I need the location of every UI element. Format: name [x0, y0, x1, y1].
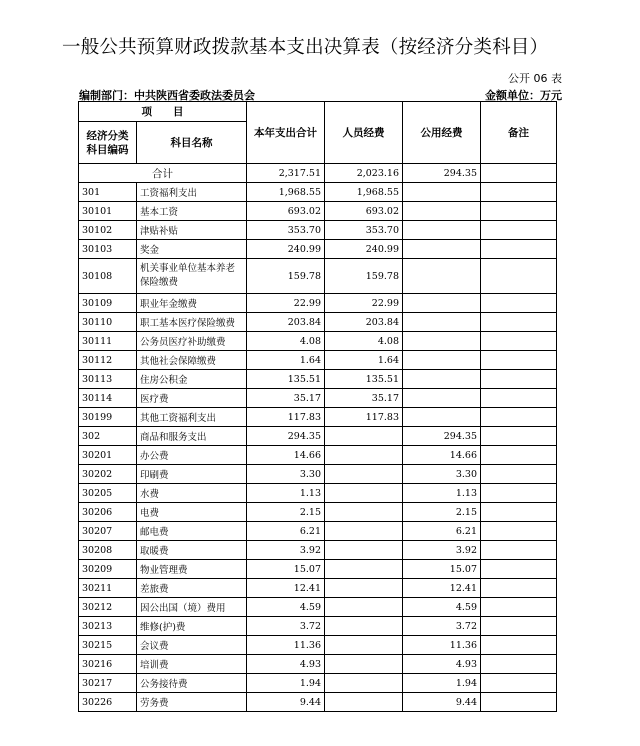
row-remark	[481, 503, 557, 522]
row-name: 医疗费	[137, 389, 247, 408]
row-name: 奖金	[137, 240, 247, 259]
row-remark	[481, 598, 557, 617]
row-public	[403, 370, 481, 389]
table-row	[79, 617, 557, 636]
row-public	[403, 332, 481, 351]
row-public: 3.72	[403, 617, 481, 636]
table-row	[79, 351, 557, 370]
row-remark	[481, 427, 557, 446]
row-remark	[481, 221, 557, 240]
row-personnel: 1,968.55	[325, 183, 403, 202]
row-name: 住房公积金	[137, 370, 247, 389]
row-public: 1.94	[403, 674, 481, 693]
table-row	[79, 636, 557, 655]
row-code: 302	[79, 427, 137, 446]
row-remark	[481, 332, 557, 351]
row-name: 邮电费	[137, 522, 247, 541]
row-name: 维修(护)费	[137, 617, 247, 636]
table-row	[79, 522, 557, 541]
row-total: 9.44	[247, 693, 325, 712]
row-name: 因公出国（境）费用	[137, 598, 247, 617]
header-code: 经济分类科目编码	[79, 122, 137, 164]
row-public: 2.15	[403, 503, 481, 522]
table-number: 公开 06 表	[508, 72, 562, 85]
table-row	[79, 221, 557, 240]
row-public	[403, 313, 481, 332]
row-code: 30202	[79, 465, 137, 484]
row-name: 物业管理费	[137, 560, 247, 579]
row-remark	[481, 484, 557, 503]
row-personnel	[325, 503, 403, 522]
row-name: 培训费	[137, 655, 247, 674]
table-row	[79, 332, 557, 351]
row-public: 1.13	[403, 484, 481, 503]
expenditure-table	[78, 101, 557, 712]
row-name: 会议费	[137, 636, 247, 655]
row-code: 30209	[79, 560, 137, 579]
row-name: 电费	[137, 503, 247, 522]
row-remark	[481, 240, 557, 259]
row-personnel	[325, 541, 403, 560]
row-code: 30226	[79, 693, 137, 712]
header-total: 本年支出合计	[247, 102, 325, 164]
total-amount: 2,317.51	[247, 164, 325, 183]
row-remark	[481, 294, 557, 313]
row-personnel	[325, 560, 403, 579]
row-remark	[481, 522, 557, 541]
header-personnel: 人员经费	[325, 102, 403, 164]
row-code: 30207	[79, 522, 137, 541]
row-remark	[481, 465, 557, 484]
row-total: 6.21	[247, 522, 325, 541]
row-name: 公务员医疗补助缴费	[137, 332, 247, 351]
row-personnel	[325, 579, 403, 598]
row-name: 工资福利支出	[137, 183, 247, 202]
table-row	[79, 183, 557, 202]
row-code: 30213	[79, 617, 137, 636]
total-row	[79, 164, 557, 183]
row-personnel: 693.02	[325, 202, 403, 221]
row-personnel	[325, 465, 403, 484]
row-total: 1.13	[247, 484, 325, 503]
row-total: 14.66	[247, 446, 325, 465]
row-name: 基本工资	[137, 202, 247, 221]
row-remark	[481, 202, 557, 221]
row-total: 1.64	[247, 351, 325, 370]
row-public	[403, 294, 481, 313]
row-public	[403, 389, 481, 408]
row-public	[403, 221, 481, 240]
row-name: 其他工资福利支出	[137, 408, 247, 427]
row-code: 30208	[79, 541, 137, 560]
row-code: 30212	[79, 598, 137, 617]
header-public: 公用经费	[403, 102, 481, 164]
row-total: 117.83	[247, 408, 325, 427]
row-personnel: 4.08	[325, 332, 403, 351]
total-personnel: 2,023.16	[325, 164, 403, 183]
row-code: 30206	[79, 503, 137, 522]
row-personnel: 159.78	[325, 259, 403, 294]
row-personnel	[325, 636, 403, 655]
table-row	[79, 503, 557, 522]
row-total: 203.84	[247, 313, 325, 332]
row-name: 职业年金缴费	[137, 294, 247, 313]
row-public: 4.59	[403, 598, 481, 617]
row-name: 办公费	[137, 446, 247, 465]
row-personnel: 117.83	[325, 408, 403, 427]
page-title: 一般公共预算财政拨款基本支出决算表（按经济分类科目）	[62, 37, 549, 58]
row-total: 11.36	[247, 636, 325, 655]
row-code: 30102	[79, 221, 137, 240]
table-row	[79, 202, 557, 221]
row-total: 1.94	[247, 674, 325, 693]
row-public: 3.30	[403, 465, 481, 484]
row-personnel	[325, 446, 403, 465]
row-total: 4.59	[247, 598, 325, 617]
header-item: 项 目	[79, 102, 247, 122]
row-remark	[481, 693, 557, 712]
row-public: 6.21	[403, 522, 481, 541]
row-public: 9.44	[403, 693, 481, 712]
row-code: 30215	[79, 636, 137, 655]
row-public: 15.07	[403, 560, 481, 579]
row-name: 机关事业单位基本养老保险缴费	[137, 259, 247, 294]
row-total: 3.72	[247, 617, 325, 636]
table-row	[79, 240, 557, 259]
row-code: 30103	[79, 240, 137, 259]
row-code: 30217	[79, 674, 137, 693]
row-total: 693.02	[247, 202, 325, 221]
total-public: 294.35	[403, 164, 481, 183]
row-personnel: 135.51	[325, 370, 403, 389]
row-total: 3.92	[247, 541, 325, 560]
total-label: 合计	[79, 164, 247, 183]
table-row	[79, 465, 557, 484]
row-total: 4.93	[247, 655, 325, 674]
table-row	[79, 370, 557, 389]
row-public	[403, 259, 481, 294]
row-total: 22.99	[247, 294, 325, 313]
total-remark	[481, 164, 557, 183]
row-remark	[481, 617, 557, 636]
row-public: 3.92	[403, 541, 481, 560]
row-remark	[481, 636, 557, 655]
row-personnel: 1.64	[325, 351, 403, 370]
row-public	[403, 351, 481, 370]
row-code: 30112	[79, 351, 137, 370]
row-public	[403, 408, 481, 427]
row-personnel	[325, 693, 403, 712]
table-row	[79, 655, 557, 674]
row-total: 12.41	[247, 579, 325, 598]
row-total: 35.17	[247, 389, 325, 408]
row-code: 30199	[79, 408, 137, 427]
row-name: 津贴补贴	[137, 221, 247, 240]
table-row	[79, 484, 557, 503]
row-code: 30113	[79, 370, 137, 389]
row-name: 职工基本医疗保险缴费	[137, 313, 247, 332]
row-code: 30101	[79, 202, 137, 221]
row-remark	[481, 408, 557, 427]
row-public: 294.35	[403, 427, 481, 446]
row-total: 240.99	[247, 240, 325, 259]
row-code: 30114	[79, 389, 137, 408]
row-personnel	[325, 617, 403, 636]
department-label: 编制部门：中共陕西省委政法委员会	[79, 89, 255, 102]
row-remark	[481, 674, 557, 693]
row-total: 15.07	[247, 560, 325, 579]
table-row	[79, 427, 557, 446]
row-public: 11.36	[403, 636, 481, 655]
row-personnel: 353.70	[325, 221, 403, 240]
row-total: 1,968.55	[247, 183, 325, 202]
row-remark	[481, 541, 557, 560]
row-name: 取暖费	[137, 541, 247, 560]
row-total: 159.78	[247, 259, 325, 294]
row-name: 水费	[137, 484, 247, 503]
row-remark	[481, 313, 557, 332]
row-remark	[481, 389, 557, 408]
row-code: 30109	[79, 294, 137, 313]
row-total: 294.35	[247, 427, 325, 446]
row-code: 30201	[79, 446, 137, 465]
row-personnel	[325, 522, 403, 541]
header-name: 科目名称	[137, 122, 247, 164]
row-total: 3.30	[247, 465, 325, 484]
row-personnel	[325, 484, 403, 503]
row-name: 差旅费	[137, 579, 247, 598]
row-code: 30216	[79, 655, 137, 674]
row-personnel: 35.17	[325, 389, 403, 408]
row-personnel: 22.99	[325, 294, 403, 313]
row-total: 135.51	[247, 370, 325, 389]
row-remark	[481, 560, 557, 579]
row-public: 4.93	[403, 655, 481, 674]
table-row	[79, 294, 557, 313]
table-row	[79, 560, 557, 579]
amount-unit-label: 金额单位：万元	[485, 89, 562, 102]
row-total: 4.08	[247, 332, 325, 351]
table-row	[79, 674, 557, 693]
row-code: 30211	[79, 579, 137, 598]
row-remark	[481, 183, 557, 202]
row-remark	[481, 370, 557, 389]
row-total: 353.70	[247, 221, 325, 240]
table-row	[79, 579, 557, 598]
row-public	[403, 183, 481, 202]
table-row	[79, 389, 557, 408]
row-personnel	[325, 655, 403, 674]
row-code: 30110	[79, 313, 137, 332]
table-row	[79, 259, 557, 294]
row-personnel: 240.99	[325, 240, 403, 259]
row-personnel: 203.84	[325, 313, 403, 332]
table-row	[79, 693, 557, 712]
row-public: 14.66	[403, 446, 481, 465]
row-remark	[481, 259, 557, 294]
row-code: 30111	[79, 332, 137, 351]
row-remark	[481, 655, 557, 674]
row-name: 公务接待费	[137, 674, 247, 693]
row-code: 30108	[79, 259, 137, 294]
row-personnel	[325, 427, 403, 446]
row-name: 其他社会保障缴费	[137, 351, 247, 370]
row-code: 301	[79, 183, 137, 202]
table-row	[79, 408, 557, 427]
row-name: 印刷费	[137, 465, 247, 484]
row-code: 30205	[79, 484, 137, 503]
header-remark: 备注	[481, 102, 557, 164]
row-remark	[481, 446, 557, 465]
table-row	[79, 598, 557, 617]
row-total: 2.15	[247, 503, 325, 522]
row-name: 商品和服务支出	[137, 427, 247, 446]
row-remark	[481, 579, 557, 598]
row-public: 12.41	[403, 579, 481, 598]
table-row	[79, 313, 557, 332]
table-row	[79, 446, 557, 465]
row-personnel	[325, 674, 403, 693]
row-public	[403, 202, 481, 221]
row-remark	[481, 351, 557, 370]
row-name: 劳务费	[137, 693, 247, 712]
row-personnel	[325, 598, 403, 617]
table-row	[79, 541, 557, 560]
row-public	[403, 240, 481, 259]
